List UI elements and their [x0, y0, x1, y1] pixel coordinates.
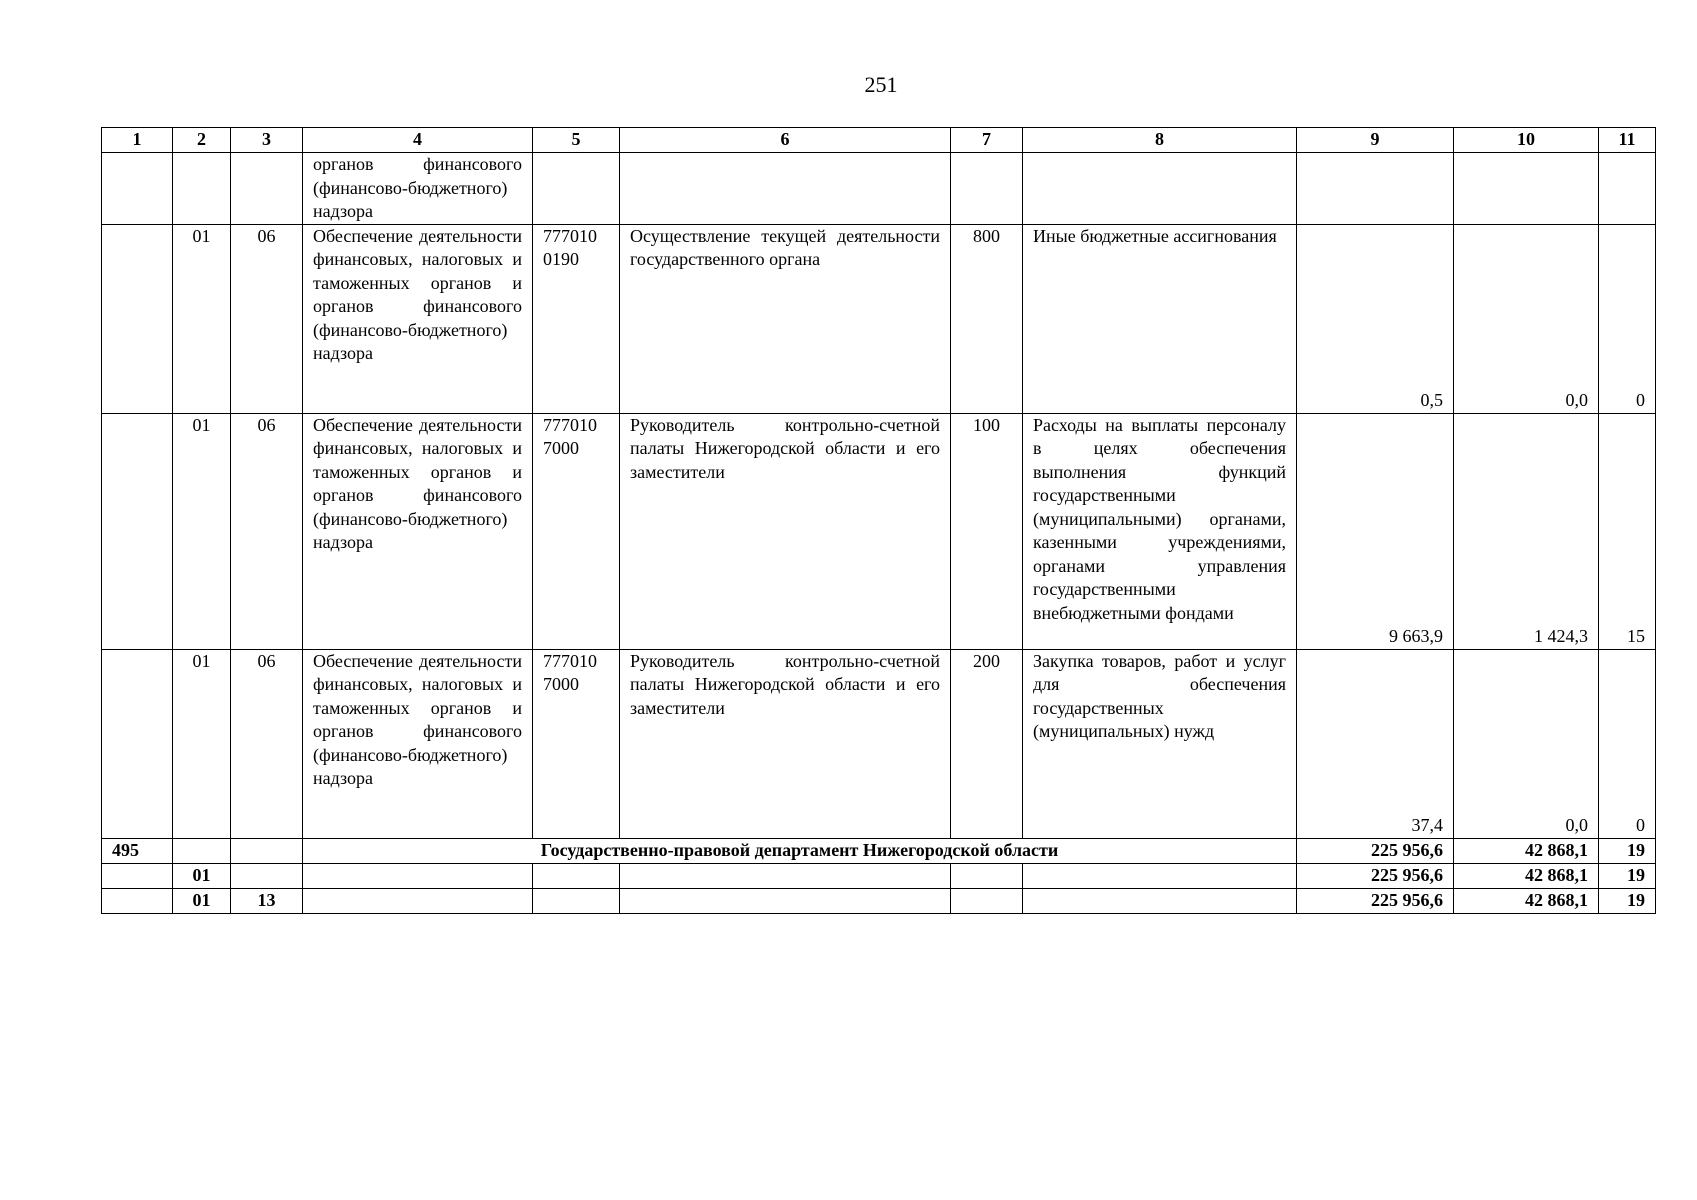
cell-podrazdel: 06 — [231, 413, 303, 649]
header-row — [102, 128, 1656, 153]
cell-section — [102, 153, 173, 225]
cell-empty — [173, 838, 231, 863]
cell-amount-2: 1 424,3 — [1454, 413, 1599, 649]
cell-expense-name: Расходы на выплаты персоналу в целях обеспечения выполнения функций государственными (муниципальными) органами, казенными учреждениями, органами управления государственными внебюджетными фондами — [1023, 413, 1297, 649]
subtotal-row — [102, 888, 1656, 913]
cell-percent: 0 — [1599, 224, 1656, 413]
cell-amount: 37,4 — [1297, 649, 1454, 838]
cell-empty — [533, 888, 620, 913]
cell-expense-type: 200 — [951, 649, 1023, 838]
cell-expense-name: Закупка товаров, работ и услуг для обеспечения государственных (муниципальных) нужд — [1023, 649, 1297, 838]
cell-amount-2: 0,0 — [1454, 649, 1599, 838]
header-col-3: 3 — [231, 128, 303, 153]
cell-razdel — [173, 153, 231, 225]
cell-target-code: 777010 7000 — [533, 413, 620, 649]
cell-percent: 19 — [1599, 888, 1656, 913]
cell-amount-2 — [1454, 153, 1599, 225]
cell-razdel: 01 — [173, 224, 231, 413]
cell-empty — [533, 863, 620, 888]
cell-dept-code: 495 — [102, 838, 173, 863]
cell-podrazdel: 13 — [231, 888, 303, 913]
cell-section — [102, 413, 173, 649]
cell-podrazdel — [231, 863, 303, 888]
cell-empty — [303, 888, 533, 913]
cell-razdel: 01 — [173, 649, 231, 838]
cell-section — [102, 649, 173, 838]
cell-percent: 19 — [1599, 863, 1656, 888]
header-col-6: 6 — [620, 128, 951, 153]
header-col-10: 10 — [1454, 128, 1599, 153]
cell-section — [102, 863, 173, 888]
cell-empty — [951, 888, 1023, 913]
header-col-4: 4 — [303, 128, 533, 153]
cell-amount: 9 663,9 — [1297, 413, 1454, 649]
table-row — [102, 413, 1656, 649]
cell-empty — [1023, 863, 1297, 888]
header-col-1: 1 — [102, 128, 173, 153]
cell-section — [102, 888, 173, 913]
cell-amount-2: 42 868,1 — [1454, 863, 1599, 888]
cell-expense-type — [951, 153, 1023, 225]
cell-amount-2: 42 868,1 — [1454, 838, 1599, 863]
cell-empty — [620, 863, 951, 888]
cell-name: Обеспечение деятельности финансовых, налоговых и таможенных органов и органов финансового (финансово-бюджетного) надзора — [303, 649, 533, 838]
cell-empty — [951, 863, 1023, 888]
cell-razdel: 01 — [173, 863, 231, 888]
cell-target-code — [533, 153, 620, 225]
cell-expense-name — [1023, 153, 1297, 225]
department-name: Государственно-правовой департамент Нижегородской области — [303, 838, 1297, 863]
cell-expense-name: Иные бюджетные ассигнования — [1023, 224, 1297, 413]
cell-target-code: 777010 7000 — [533, 649, 620, 838]
cell-razdel: 01 — [173, 888, 231, 913]
cell-expense-type: 800 — [951, 224, 1023, 413]
header-col-2: 2 — [173, 128, 231, 153]
cell-amount: 225 956,6 — [1297, 888, 1454, 913]
cell-target-name: Осуществление текущей деятельности государственного органа — [620, 224, 951, 413]
header-col-8: 8 — [1023, 128, 1297, 153]
header-col-9: 9 — [1297, 128, 1454, 153]
cell-amount-2: 42 868,1 — [1454, 888, 1599, 913]
cell-target-code: 777010 0190 — [533, 224, 620, 413]
cell-podrazdel: 06 — [231, 224, 303, 413]
cell-podrazdel — [231, 153, 303, 225]
cell-amount: 225 956,6 — [1297, 838, 1454, 863]
cell-amount: 0,5 — [1297, 224, 1454, 413]
cell-name: Обеспечение деятельности финансовых, налоговых и таможенных органов и органов финансового (финансово-бюджетного) надзора — [303, 224, 533, 413]
cell-target-name: Руководитель контрольно-счетной палаты Нижегородской области и его заместители — [620, 649, 951, 838]
subtotal-row — [102, 863, 1656, 888]
cell-percent: 0 — [1599, 649, 1656, 838]
cell-name: органов финансового (финансово-бюджетного) надзора — [303, 153, 533, 225]
cell-amount-2: 0,0 — [1454, 224, 1599, 413]
cell-target-name — [620, 153, 951, 225]
cell-empty — [303, 863, 533, 888]
budget-table — [101, 127, 1656, 914]
table-row — [102, 649, 1656, 838]
cell-amount: 225 956,6 — [1297, 863, 1454, 888]
cell-empty — [1023, 888, 1297, 913]
cell-percent — [1599, 153, 1656, 225]
header-col-5: 5 — [533, 128, 620, 153]
header-col-7: 7 — [951, 128, 1023, 153]
cell-podrazdel: 06 — [231, 649, 303, 838]
header-col-11: 11 — [1599, 128, 1656, 153]
table-row — [102, 224, 1656, 413]
table-row — [102, 153, 1656, 225]
cell-section — [102, 224, 173, 413]
cell-empty — [231, 838, 303, 863]
page-number: 251 — [864, 72, 898, 97]
cell-target-name: Руководитель контрольно-счетной палаты Нижегородской области и его заместители — [620, 413, 951, 649]
cell-percent: 15 — [1599, 413, 1656, 649]
department-row — [102, 838, 1656, 863]
cell-name: Обеспечение деятельности финансовых, налоговых и таможенных органов и органов финансового (финансово-бюджетного) надзора — [303, 413, 533, 649]
cell-percent: 19 — [1599, 838, 1656, 863]
cell-expense-type: 100 — [951, 413, 1023, 649]
cell-empty — [620, 888, 951, 913]
cell-amount — [1297, 153, 1454, 225]
cell-razdel: 01 — [173, 413, 231, 649]
